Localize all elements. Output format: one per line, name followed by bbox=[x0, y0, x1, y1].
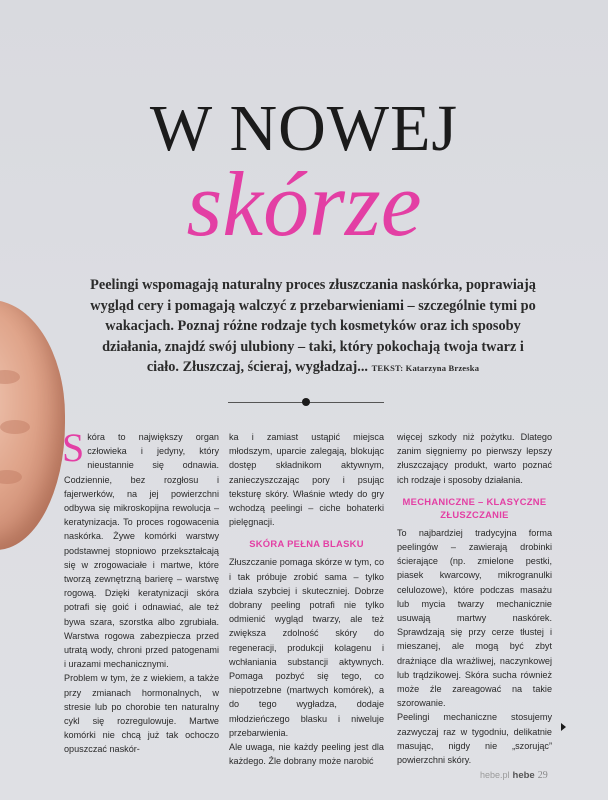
page-footer bbox=[480, 770, 548, 781]
continue-arrow-icon bbox=[561, 723, 566, 731]
paragraph: Peelingi mechaniczne stosujemy zazwyczaj raz w tygodniu, delikatnie masując, nigdy nie „szorując” powierzchni skóry. bbox=[397, 712, 552, 766]
knuckle-shade bbox=[0, 370, 20, 384]
section-heading: MECHANICZNE – KLASYCZNE ZŁUSZCZANIE bbox=[402, 495, 547, 520]
page-number: 29 bbox=[537, 770, 548, 781]
lead-paragraph bbox=[88, 275, 538, 379]
article-column-1 bbox=[62, 425, 219, 757]
headline-line2: skórze bbox=[186, 153, 422, 255]
paragraph: ka i zamiast ustąpić miejsca młodszym, uparcie zalegają, blokując dostęp składnikom aktywnym, zanieczyszczając pory i psując teksturę skóry. Właśnie wtedy do gry wchodzą peelingi – ciche bohaterki pielęgnacji. bbox=[229, 432, 384, 528]
article-column-3 bbox=[397, 430, 552, 767]
paragraph bbox=[62, 425, 219, 671]
knuckle-shade bbox=[0, 470, 22, 484]
drop-cap: S bbox=[62, 425, 85, 470]
paragraph: więcej szkody niż pożytku. Dlatego zanim sięgniemy po pierwszy lepszy złuszczający produkt, warto poznać ich rodzaje i sposoby działania. bbox=[397, 432, 552, 485]
article-column-2 bbox=[229, 430, 384, 768]
footer-brand: hebe bbox=[512, 770, 535, 781]
paragraph: To najbardziej tradycyjna forma peelingów – zawierają drobinki ścierające (np. zmielone pestki, piasek kwarcowy, mikrogranulki celulozowe), które podczas masażu lub mycia twarzy mechanicznie usuwają martwy naskórek. Sprawdzają się przy cerze tłustej i mieszanej, ale mogą być zbyt drażniące dla wrażliwej, naczynkowej lub trądzikowej. Skóra sucha również może źle zareagować na takie szorowanie. bbox=[397, 527, 552, 709]
author-credit: TEKST: Katarzyna Brzeska bbox=[371, 363, 480, 373]
lead-text: Peelingi wspomagają naturalny proces złuszczania naskórka, poprawiają wygląd cery i pomagają walczyć z przebarwieniami – szczególnie tymi po wakacjach. Poznaj różne rodzaje tych kosmetyków oraz ich sposoby działania, znajdź swój ulubiony – taki, który pokochają twoja twarz i ciało. Złuszczaj, ścieraj, wygładzaj... bbox=[90, 277, 536, 375]
hand-photo bbox=[0, 300, 65, 550]
paragraph: Ale uwaga, nie każdy peeling jest dla każdego. Źle dobrany może narobić bbox=[229, 742, 384, 767]
headline-line1: W NOWEJ bbox=[149, 92, 459, 165]
paragraph: Złuszczanie pomaga skórze w tym, co i tak próbuje zrobić sama – tylko działa szybciej i skuteczniej. Dobrze dobrany peeling potrafi nie tylko odmienić wygląd twarzy, ale też zwiększa zdolność skóry do regeneracji, produkcji kolagenu i wchłaniania substancji aktywnych. Pomaga pozbyć się tego, co niepotrzebne (martwych komórek), a do tego wygładza, dodaje młodzieńczego blasku i niweluje przebarwienia. bbox=[229, 557, 384, 738]
section-heading: SKÓRA PEŁNA BLASKU bbox=[249, 538, 364, 550]
footer-site: hebe.pl bbox=[480, 770, 510, 780]
paragraph: Problem w tym, że z wiekiem, a także przy zmianach hormonalnych, w stresie lub po chorobie ten naturalny cykl się rozregulowuje. Martwe komórki nie chcą już tak ochoczo opuszczać naskór- bbox=[64, 673, 219, 755]
knuckle-shade bbox=[0, 420, 30, 434]
divider-dot bbox=[302, 398, 310, 406]
paragraph-text: kóra to największy organ człowieka i jedyny, który nieustannie się odnawia. Codziennie, bez rozgłosu i fajerwerków, na jej powierzchni odbywa się mikroskopijna rewolucja – keratynizacja. To proces rogowacenia naskórka. Żywe komórki warstwy podstawnej stopniowo przekształcają się w zrogowaciałe i martwe, które tworzą zewnętrzną barierę – warstwę rogową. Dzięki keratynizacji skóra potrafi się goić i odnawiać, ale też bywa szara, szorstka albo zgrubiała. Warstwa rogowa zabezpiecza przed utratą wody, chroni przed patogenami i urazami mechanicznymi. bbox=[64, 432, 219, 670]
